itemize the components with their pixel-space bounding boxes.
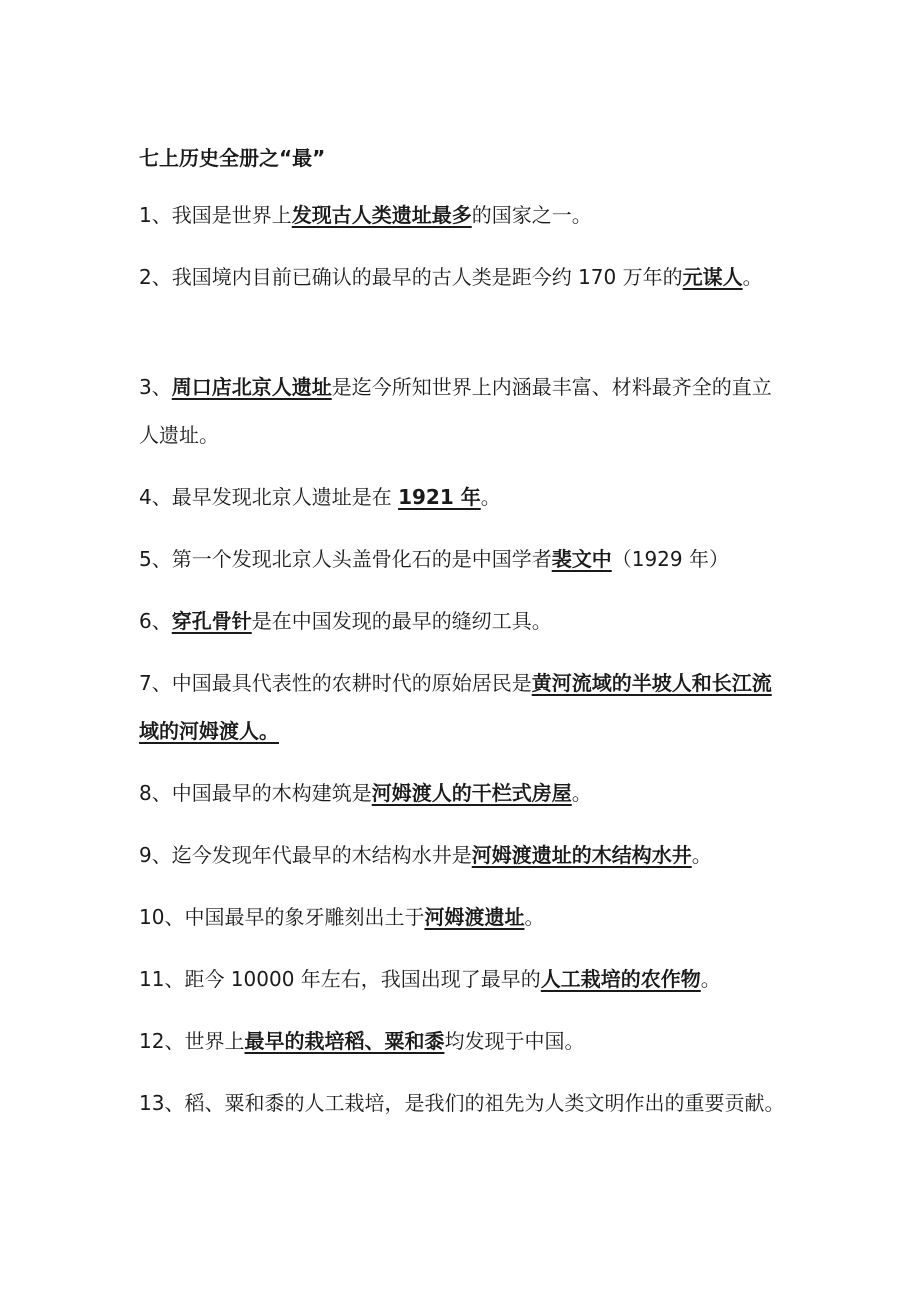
list-item: 5、第一个发现北京人头盖骨化石的是中国学者裴文中（1929 年） <box>139 547 729 571</box>
list-item: 7、中国最具代表性的农耕时代的原始居民是黄河流域的半坡人和长江流域的河姆渡人。 <box>139 671 772 743</box>
list-item: 6、穿孔骨针是在中国发现的最早的缝纫工具。 <box>139 609 552 633</box>
document-title: 七上历史全册之“最” <box>139 146 326 170</box>
list-item: 2、我国境内目前已确认的最早的古人类是距今约 170 万年的元谋人。 <box>139 265 763 289</box>
list-item: 11、距今 10000 年左右，我国出现了最早的人工栽培的农作物。 <box>139 967 721 991</box>
list-item: 1、我国是世界上发现古人类遗址最多的国家之一。 <box>139 203 592 227</box>
list-item: 4、最早发现北京人遗址是在 1921 年。 <box>139 485 501 509</box>
list-item: 3、周口店北京人遗址是迄今所知世界上内涵最丰富、材料最齐全的直立人遗址。 <box>139 375 772 447</box>
list-item: 8、中国最早的木构建筑是河姆渡人的干栏式房屋。 <box>139 781 592 805</box>
list-item: 9、迄今发现年代最早的木结构水井是河姆渡遗址的木结构水井。 <box>139 843 712 867</box>
list-item: 10、中国最早的象牙雕刻出土于河姆渡遗址。 <box>139 905 545 929</box>
list-item: 12、世界上最早的栽培稻、粟和黍均发现于中国。 <box>139 1029 585 1053</box>
list-item: 13、稻、粟和黍的人工栽培，是我们的祖先为人类文明作出的重要贡献。 <box>139 1091 785 1115</box>
